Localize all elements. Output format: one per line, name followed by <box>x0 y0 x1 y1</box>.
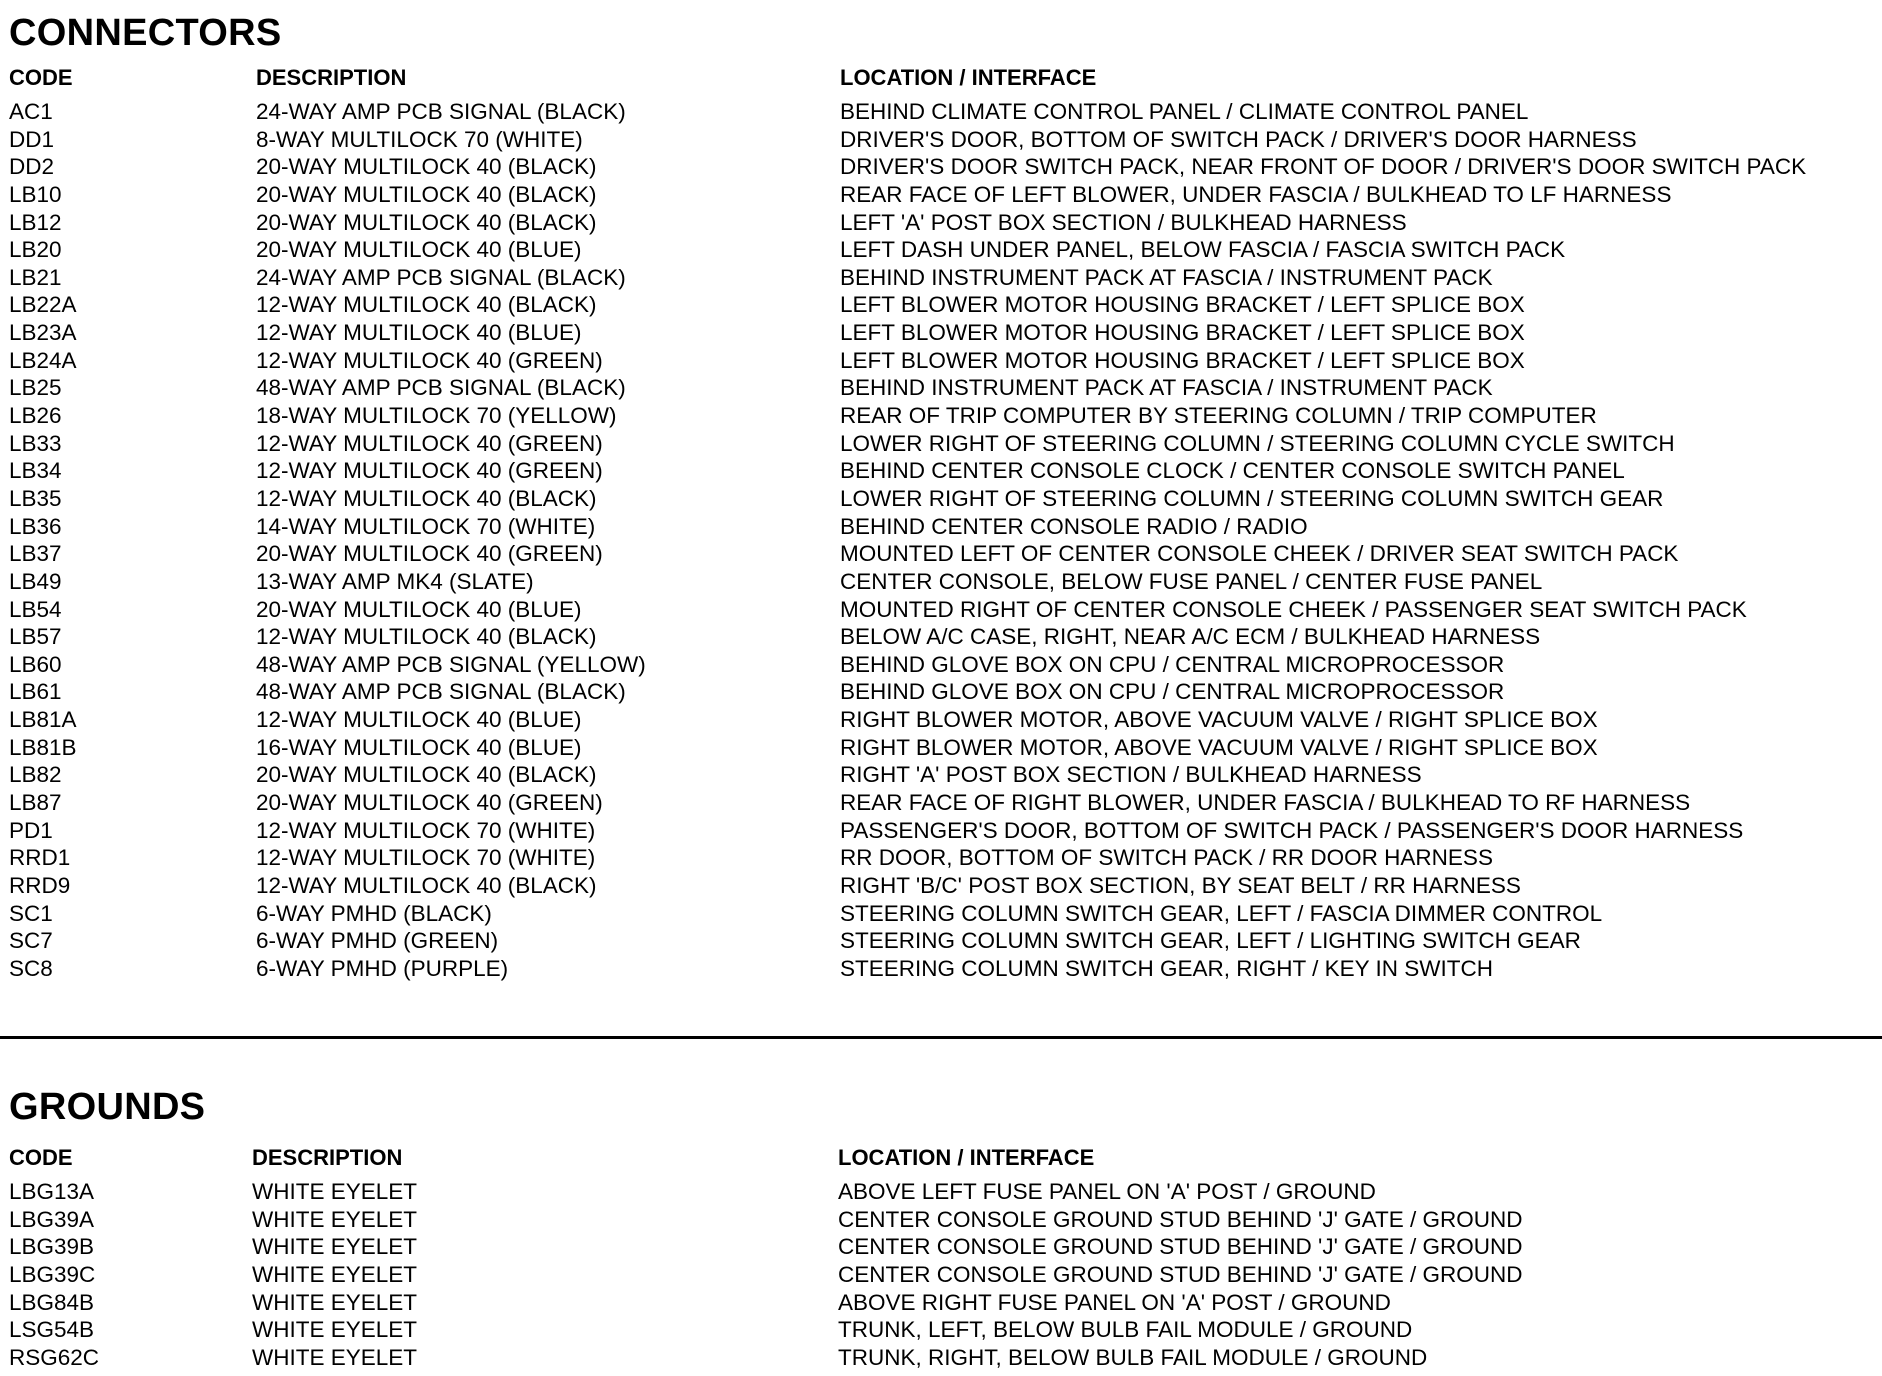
table-row <box>0 153 1882 181</box>
table-row <box>0 734 1882 762</box>
grounds-table-body <box>0 1178 1882 1371</box>
location-cell: BEHIND INSTRUMENT PACK AT FASCIA / INSTRUMENT PACK <box>840 264 1493 290</box>
location-cell: STEERING COLUMN SWITCH GEAR, LEFT / LIGHTING SWITCH GEAR <box>840 928 1581 954</box>
column-header-code: CODE <box>9 65 73 90</box>
code-cell: LBG13A <box>9 1179 95 1204</box>
code-cell: LB37 <box>9 541 62 567</box>
description-cell: 20-WAY MULTILOCK 40 (BLACK) <box>256 762 597 788</box>
description-cell: 12-WAY MULTILOCK 70 (WHITE) <box>256 845 596 871</box>
code-cell: DD1 <box>9 126 55 152</box>
description-cell: WHITE EYELET <box>252 1179 418 1204</box>
location-cell: RIGHT BLOWER MOTOR, ABOVE VACUUM VALVE / RIGHT SPLICE BOX <box>840 734 1598 760</box>
description-cell: 13-WAY AMP MK4 (SLATE) <box>256 568 534 594</box>
table-row <box>0 651 1882 679</box>
description-cell: 12-WAY MULTILOCK 40 (BLACK) <box>256 292 597 318</box>
code-cell: LB36 <box>9 513 62 539</box>
table-row <box>0 844 1882 872</box>
description-cell: 8-WAY MULTILOCK 70 (WHITE) <box>256 126 583 152</box>
description-cell: 24-WAY AMP PCB SIGNAL (BLACK) <box>256 264 626 290</box>
location-cell: REAR FACE OF LEFT BLOWER, UNDER FASCIA / BULKHEAD TO LF HARNESS <box>840 181 1672 207</box>
location-cell: LEFT DASH UNDER PANEL, BELOW FASCIA / FASCIA SWITCH PACK <box>840 237 1566 263</box>
location-cell: CENTER CONSOLE, BELOW FUSE PANEL / CENTER FUSE PANEL <box>840 568 1543 594</box>
location-cell: ABOVE LEFT FUSE PANEL ON 'A' POST / GROUND <box>838 1179 1376 1204</box>
description-cell: WHITE EYELET <box>252 1289 418 1315</box>
description-cell: 12-WAY MULTILOCK 40 (BLACK) <box>256 485 597 511</box>
location-cell: BEHIND GLOVE BOX ON CPU / CENTRAL MICROPROCESSOR <box>840 679 1505 705</box>
table-row <box>0 513 1882 541</box>
location-cell: PASSENGER'S DOOR, BOTTOM OF SWITCH PACK / PASSENGER'S DOOR HARNESS <box>840 817 1744 843</box>
location-cell: DRIVER'S DOOR SWITCH PACK, NEAR FRONT OF DOOR / DRIVER'S DOOR SWITCH PACK <box>840 154 1807 180</box>
grounds-title: GROUNDS <box>9 1086 206 1128</box>
code-cell: LB81A <box>9 707 77 733</box>
table-row <box>0 789 1882 817</box>
code-cell: LB21 <box>9 264 62 290</box>
connectors-header-row <box>0 60 1882 96</box>
description-cell: 24-WAY AMP PCB SIGNAL (BLACK) <box>256 99 626 124</box>
table-row <box>0 927 1882 955</box>
table-row <box>0 98 1882 126</box>
table-row <box>0 568 1882 596</box>
location-cell: BEHIND INSTRUMENT PACK AT FASCIA / INSTRUMENT PACK <box>840 375 1493 401</box>
location-cell: MOUNTED LEFT OF CENTER CONSOLE CHEEK / DRIVER SEAT SWITCH PACK <box>840 541 1679 567</box>
description-cell: 12-WAY MULTILOCK 40 (BLACK) <box>256 872 597 898</box>
grounds-section <box>0 1080 1882 1371</box>
location-cell: TRUNK, RIGHT, BELOW BULB FAIL MODULE / GROUND <box>838 1344 1428 1370</box>
table-row <box>0 430 1882 458</box>
code-cell: LB25 <box>9 375 62 401</box>
code-cell: LB22A <box>9 292 77 318</box>
location-cell: BELOW A/C CASE, RIGHT, NEAR A/C ECM / BULKHEAD HARNESS <box>840 624 1541 650</box>
description-cell: 12-WAY MULTILOCK 40 (GREEN) <box>256 347 603 373</box>
description-cell: 16-WAY MULTILOCK 40 (BLUE) <box>256 734 582 760</box>
code-cell: LBG84B <box>9 1289 95 1315</box>
table-row <box>0 1261 1882 1289</box>
table-row <box>0 761 1882 789</box>
code-cell: LBG39A <box>9 1206 95 1232</box>
table-row <box>0 374 1882 402</box>
location-cell: BEHIND CLIMATE CONTROL PANEL / CLIMATE CONTROL PANEL <box>840 99 1529 124</box>
table-row <box>0 678 1882 706</box>
code-cell: SC8 <box>9 955 53 981</box>
table-row <box>0 485 1882 513</box>
description-cell: 20-WAY MULTILOCK 40 (BLACK) <box>256 209 597 235</box>
table-row <box>0 540 1882 568</box>
description-cell: 48-WAY AMP PCB SIGNAL (BLACK) <box>256 375 626 401</box>
connectors-title: CONNECTORS <box>9 12 282 54</box>
code-cell: LBG39B <box>9 1234 95 1260</box>
location-cell: RIGHT 'B/C' POST BOX SECTION, BY SEAT BELT / RR HARNESS <box>840 872 1521 898</box>
code-cell: LB26 <box>9 403 62 429</box>
table-row <box>0 706 1882 734</box>
table-row <box>0 236 1882 264</box>
table-row <box>0 1344 1882 1372</box>
location-cell: REAR OF TRIP COMPUTER BY STEERING COLUMN / TRIP COMPUTER <box>840 403 1597 429</box>
table-row <box>0 596 1882 624</box>
location-cell: RIGHT 'A' POST BOX SECTION / BULKHEAD HARNESS <box>840 762 1422 788</box>
table-row <box>0 817 1882 845</box>
location-cell: BEHIND CENTER CONSOLE CLOCK / CENTER CONSOLE SWITCH PANEL <box>840 458 1625 484</box>
description-cell: 48-WAY AMP PCB SIGNAL (YELLOW) <box>256 651 646 677</box>
table-row <box>0 1206 1882 1234</box>
section-divider <box>0 1036 1882 1039</box>
code-cell: LB24A <box>9 347 77 373</box>
description-cell: 18-WAY MULTILOCK 70 (YELLOW) <box>256 403 617 429</box>
location-cell: CENTER CONSOLE GROUND STUD BEHIND 'J' GATE / GROUND <box>838 1206 1523 1232</box>
grounds-header-row <box>0 1140 1882 1176</box>
description-cell: 20-WAY MULTILOCK 40 (BLUE) <box>256 237 582 263</box>
table-row <box>0 264 1882 292</box>
code-cell: SC7 <box>9 928 53 954</box>
location-cell: BEHIND GLOVE BOX ON CPU / CENTRAL MICROPROCESSOR <box>840 651 1505 677</box>
location-cell: TRUNK, LEFT, BELOW BULB FAIL MODULE / GROUND <box>838 1317 1413 1343</box>
column-header-description: DESCRIPTION <box>256 65 407 90</box>
table-row <box>0 955 1882 983</box>
description-cell: 14-WAY MULTILOCK 70 (WHITE) <box>256 513 596 539</box>
description-cell: 20-WAY MULTILOCK 40 (GREEN) <box>256 790 603 816</box>
table-row <box>0 402 1882 430</box>
table-row <box>0 126 1882 154</box>
location-cell: RIGHT BLOWER MOTOR, ABOVE VACUUM VALVE / RIGHT SPLICE BOX <box>840 707 1598 733</box>
code-cell: AC1 <box>9 99 53 124</box>
description-cell: 20-WAY MULTILOCK 40 (GREEN) <box>256 541 603 567</box>
connectors-section <box>0 6 1882 983</box>
code-cell: DD2 <box>9 154 55 180</box>
location-cell: LOWER RIGHT OF STEERING COLUMN / STEERING COLUMN CYCLE SWITCH <box>840 430 1675 456</box>
table-row <box>0 1233 1882 1261</box>
code-cell: LB60 <box>9 651 62 677</box>
code-cell: LB10 <box>9 181 62 207</box>
table-row <box>0 457 1882 485</box>
location-cell: CENTER CONSOLE GROUND STUD BEHIND 'J' GATE / GROUND <box>838 1234 1523 1260</box>
description-cell: 6-WAY PMHD (BLACK) <box>256 900 492 926</box>
description-cell: 6-WAY PMHD (GREEN) <box>256 928 499 954</box>
code-cell: LB87 <box>9 790 62 816</box>
code-cell: LB61 <box>9 679 62 705</box>
code-cell: RRD1 <box>9 845 71 871</box>
table-row <box>0 1316 1882 1344</box>
location-cell: STEERING COLUMN SWITCH GEAR, LEFT / FASCIA DIMMER CONTROL <box>840 900 1603 926</box>
description-cell: WHITE EYELET <box>252 1344 418 1370</box>
description-cell: 12-WAY MULTILOCK 40 (BLUE) <box>256 320 582 346</box>
table-row <box>0 1178 1882 1206</box>
table-row <box>0 347 1882 375</box>
code-cell: LSG54B <box>9 1317 95 1343</box>
code-cell: LB82 <box>9 762 62 788</box>
description-cell: 12-WAY MULTILOCK 40 (BLUE) <box>256 707 582 733</box>
code-cell: LB20 <box>9 237 62 263</box>
code-cell: LB34 <box>9 458 62 484</box>
description-cell: WHITE EYELET <box>252 1317 418 1343</box>
description-cell: 12-WAY MULTILOCK 40 (GREEN) <box>256 458 603 484</box>
location-cell: LOWER RIGHT OF STEERING COLUMN / STEERING COLUMN SWITCH GEAR <box>840 485 1664 511</box>
code-cell: LB33 <box>9 430 62 456</box>
column-header-location: LOCATION / INTERFACE <box>838 1145 1095 1170</box>
code-cell: LBG39C <box>9 1261 96 1287</box>
description-cell: 6-WAY PMHD (PURPLE) <box>256 955 509 981</box>
description-cell: 12-WAY MULTILOCK 70 (WHITE) <box>256 817 596 843</box>
table-row <box>0 291 1882 319</box>
location-cell: MOUNTED RIGHT OF CENTER CONSOLE CHEEK / PASSENGER SEAT SWITCH PACK <box>840 596 1747 622</box>
table-row <box>0 181 1882 209</box>
description-cell: 48-WAY AMP PCB SIGNAL (BLACK) <box>256 679 626 705</box>
table-row <box>0 209 1882 237</box>
column-header-location: LOCATION / INTERFACE <box>840 65 1097 90</box>
location-cell: DRIVER'S DOOR, BOTTOM OF SWITCH PACK / DRIVER'S DOOR HARNESS <box>840 126 1637 152</box>
description-cell: 20-WAY MULTILOCK 40 (BLACK) <box>256 154 597 180</box>
description-cell: WHITE EYELET <box>252 1206 418 1232</box>
code-cell: RRD9 <box>9 872 71 898</box>
code-cell: LB49 <box>9 568 62 594</box>
code-cell: LB81B <box>9 734 77 760</box>
code-cell: LB12 <box>9 209 62 235</box>
location-cell: RR DOOR, BOTTOM OF SWITCH PACK / RR DOOR HARNESS <box>840 845 1493 871</box>
location-cell: LEFT BLOWER MOTOR HOUSING BRACKET / LEFT SPLICE BOX <box>840 292 1525 318</box>
location-cell: LEFT 'A' POST BOX SECTION / BULKHEAD HARNESS <box>840 209 1407 235</box>
column-header-description: DESCRIPTION <box>252 1145 403 1170</box>
location-cell: STEERING COLUMN SWITCH GEAR, RIGHT / KEY IN SWITCH <box>840 955 1493 981</box>
code-cell: LB35 <box>9 485 62 511</box>
location-cell: CENTER CONSOLE GROUND STUD BEHIND 'J' GATE / GROUND <box>838 1261 1523 1287</box>
code-cell: LB54 <box>9 596 62 622</box>
location-cell: REAR FACE OF RIGHT BLOWER, UNDER FASCIA / BULKHEAD TO RF HARNESS <box>840 790 1691 816</box>
code-cell: SC1 <box>9 900 53 926</box>
location-cell: ABOVE RIGHT FUSE PANEL ON 'A' POST / GROUND <box>838 1289 1391 1315</box>
description-cell: 20-WAY MULTILOCK 40 (BLUE) <box>256 596 582 622</box>
table-row <box>0 872 1882 900</box>
table-row <box>0 623 1882 651</box>
location-cell: LEFT BLOWER MOTOR HOUSING BRACKET / LEFT SPLICE BOX <box>840 320 1525 346</box>
code-cell: PD1 <box>9 817 53 843</box>
description-cell: WHITE EYELET <box>252 1261 418 1287</box>
table-row <box>0 1289 1882 1317</box>
column-header-code: CODE <box>9 1145 73 1170</box>
code-cell: LB57 <box>9 624 62 650</box>
table-row <box>0 900 1882 928</box>
table-row <box>0 319 1882 347</box>
code-cell: LB23A <box>9 320 77 346</box>
code-cell: RSG62C <box>9 1344 100 1370</box>
location-cell: BEHIND CENTER CONSOLE RADIO / RADIO <box>840 513 1308 539</box>
location-cell: LEFT BLOWER MOTOR HOUSING BRACKET / LEFT SPLICE BOX <box>840 347 1525 373</box>
description-cell: 20-WAY MULTILOCK 40 (BLACK) <box>256 181 597 207</box>
description-cell: 12-WAY MULTILOCK 40 (BLACK) <box>256 624 597 650</box>
description-cell: 12-WAY MULTILOCK 40 (GREEN) <box>256 430 603 456</box>
description-cell: WHITE EYELET <box>252 1234 418 1260</box>
connectors-table-body <box>0 98 1882 983</box>
